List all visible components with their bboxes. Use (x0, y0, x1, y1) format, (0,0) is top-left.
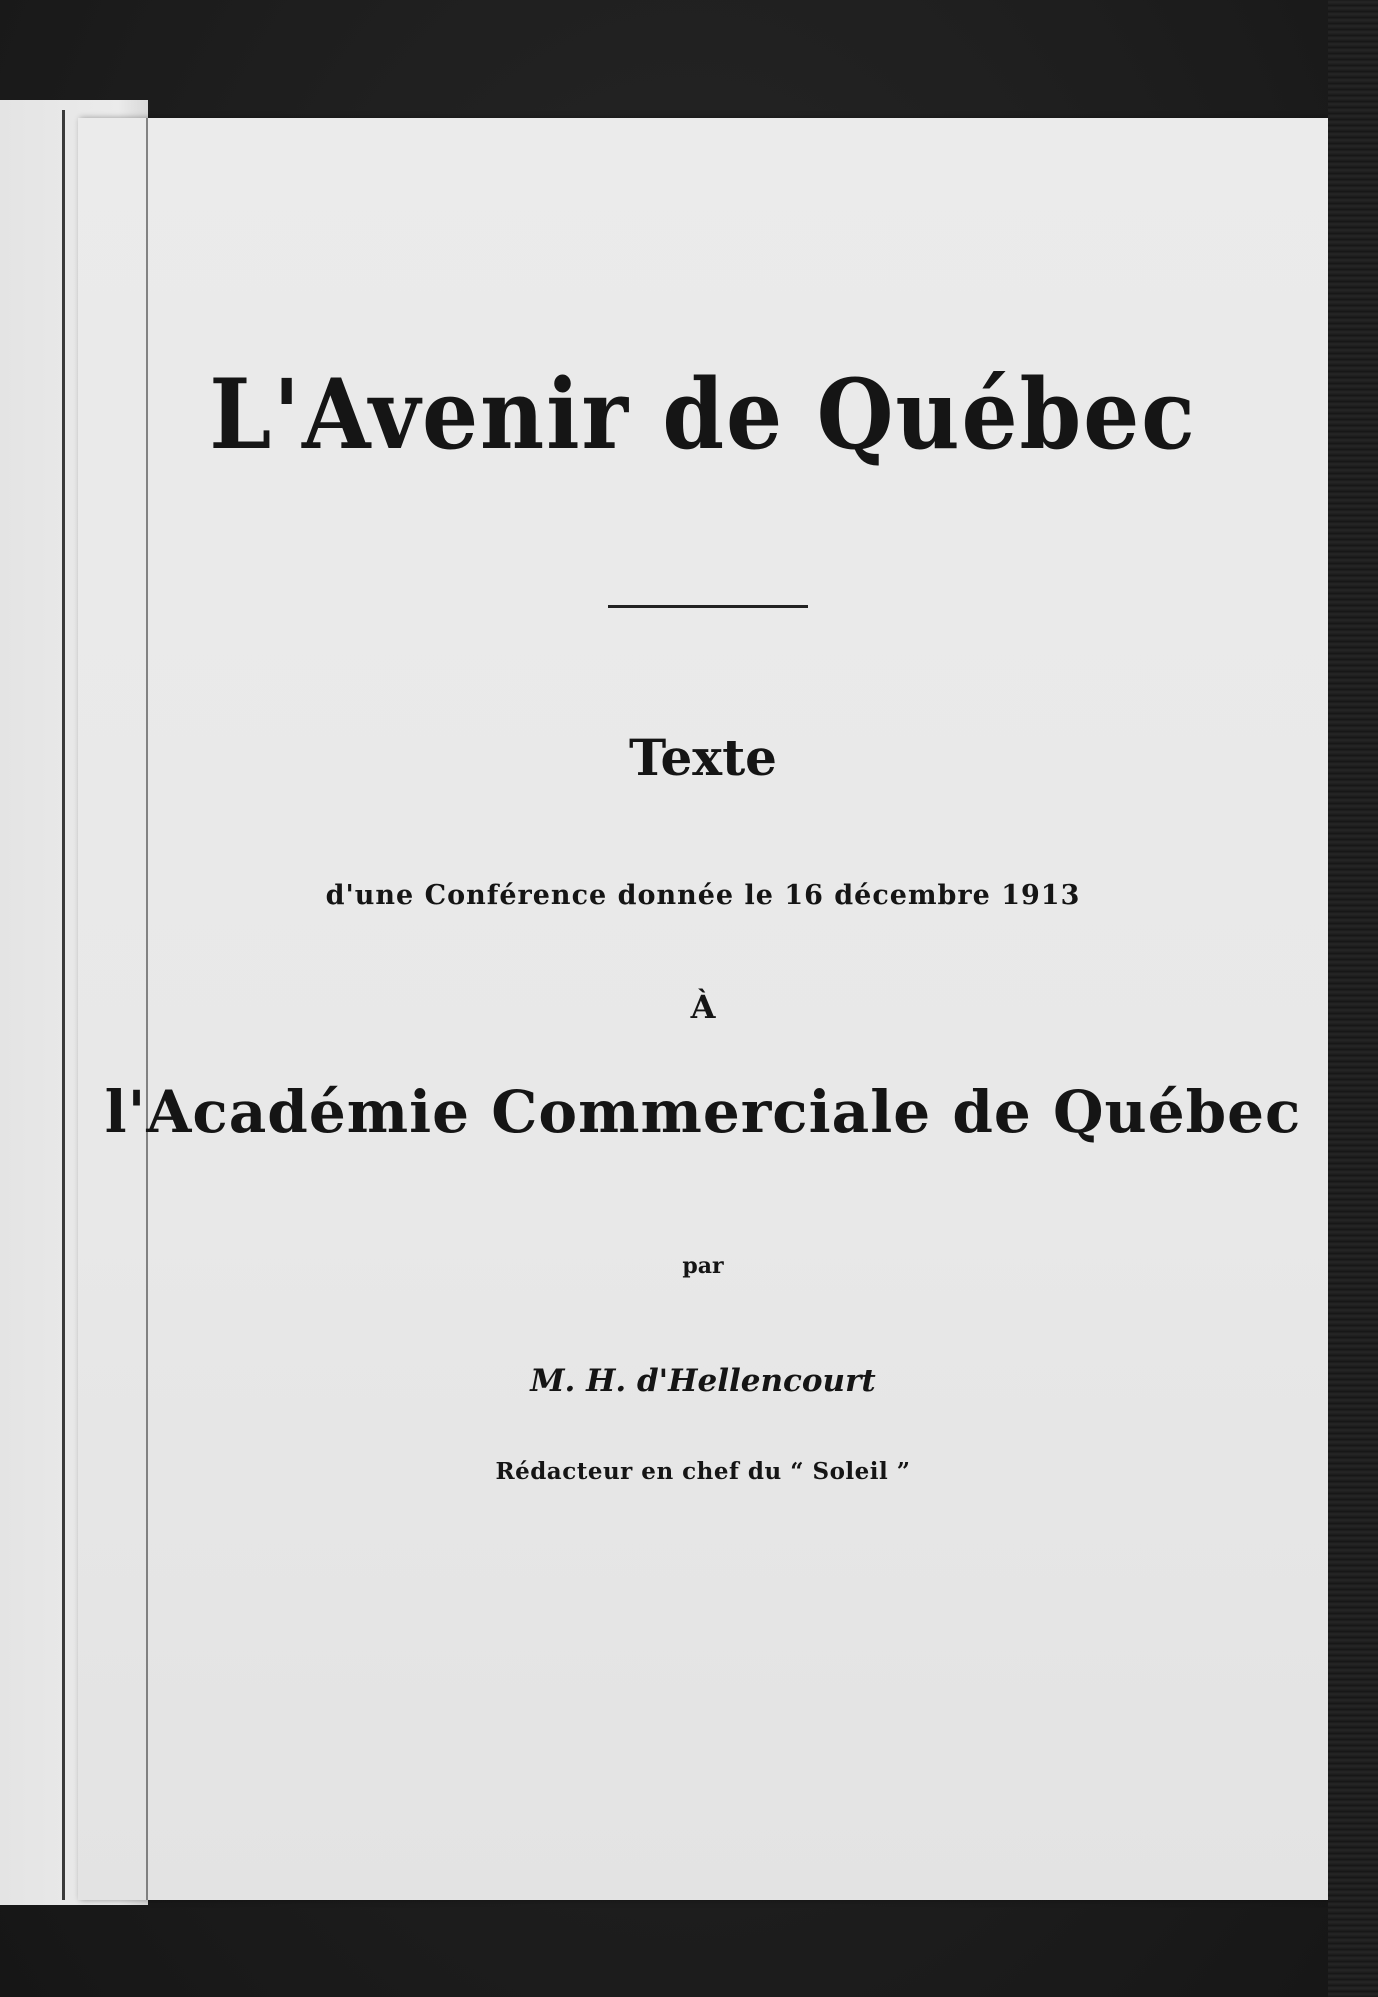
author-name: M. H. d'Hellencourt (530, 1363, 876, 1399)
document-subtitle: Texte (629, 728, 777, 787)
by-line: par (682, 1253, 724, 1279)
title-divider (608, 605, 808, 608)
document-title: L'Avenir de Québec (209, 358, 1197, 471)
institution-name: l'Académie Commerciale de Québec (104, 1078, 1302, 1146)
conference-line: d'une Conférence donnée le 16 décembre 1913 (325, 880, 1081, 911)
author-role: Rédacteur en chef du “ Soleil ” (495, 1458, 911, 1485)
binding-spine (62, 110, 65, 1900)
preposition-line: À (690, 988, 716, 1026)
title-page-content (78, 118, 1328, 1900)
scan-right-edge (1328, 0, 1378, 1997)
